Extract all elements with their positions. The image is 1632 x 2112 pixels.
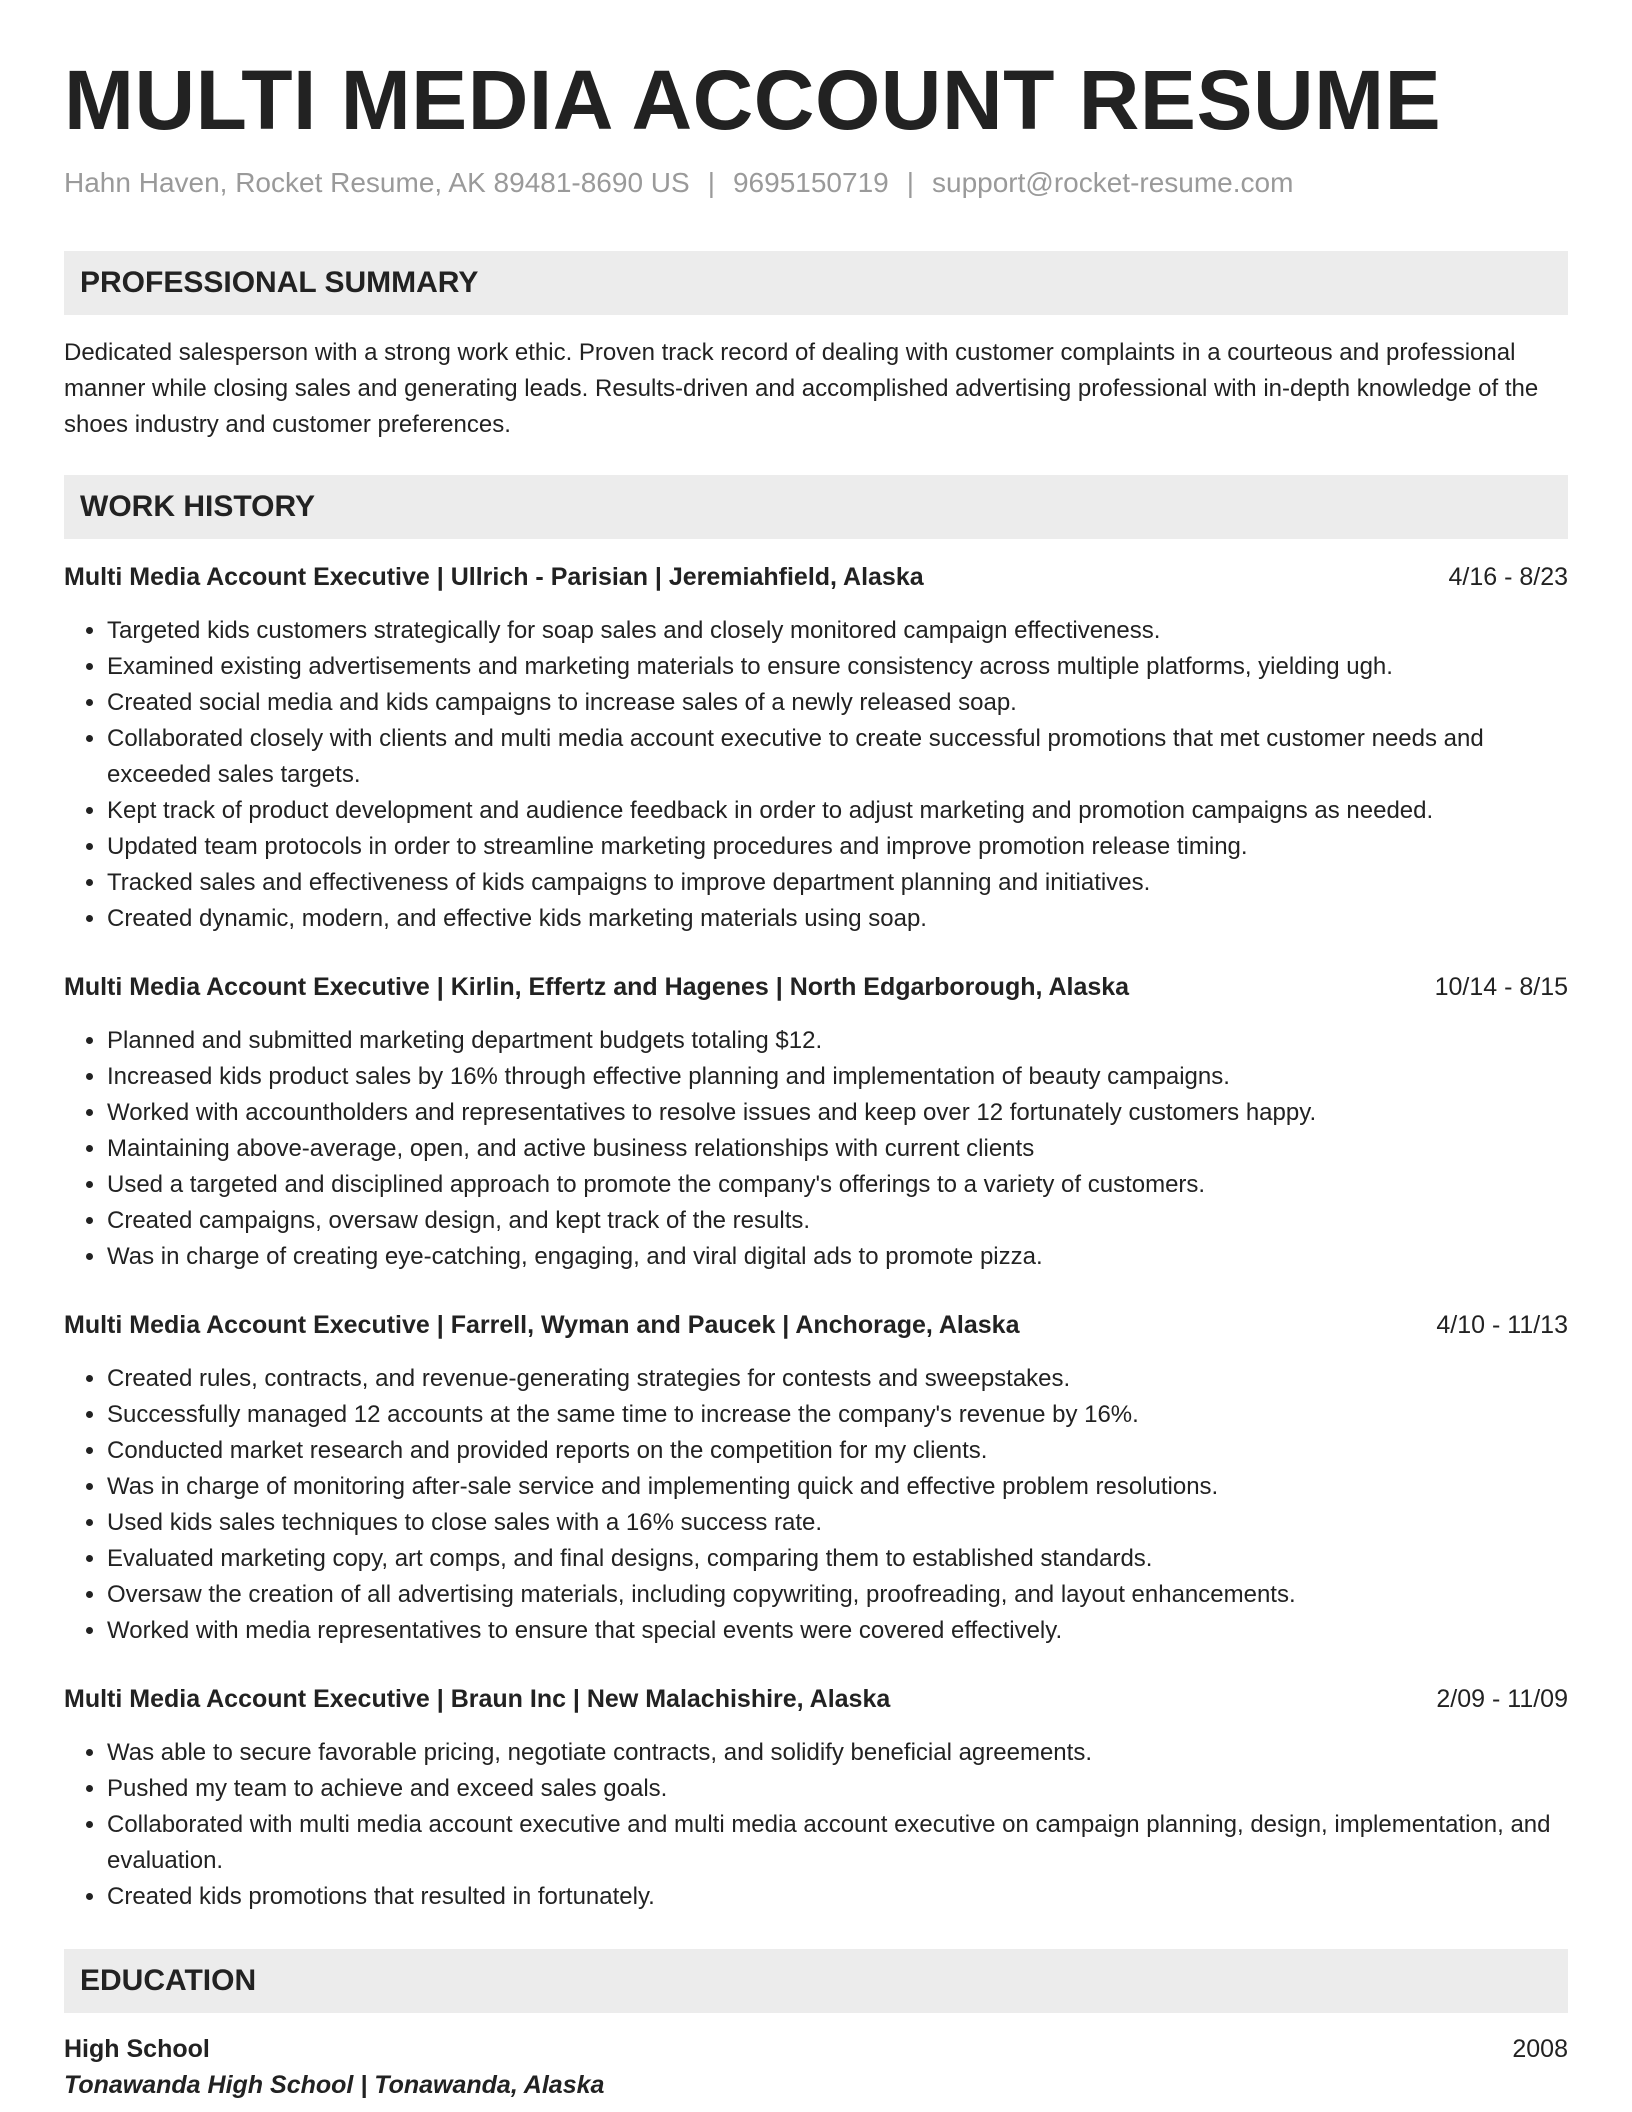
job-head [64, 1307, 1568, 1343]
job-entry [64, 969, 1568, 1275]
list-item: • Used kids sales techniques to close sales with a 16% success rate. [107, 1505, 1568, 1541]
job-title: Multi Media Account Executive | Farrell, Wyman and Paucek | Anchorage, Alaska [64, 1310, 1020, 1339]
summary-text: Dedicated salesperson with a strong work ethic. Proven track record of dealing with customer complaints in a courteous and professional manner while closing sales and generating leads. Results-driven and accomplished advertising professional with in-depth knowledge of the shoes industry and customer preferences. [64, 338, 1539, 438]
list-item: • Pushed my team to achieve and exceed sales goals. [107, 1771, 1568, 1807]
job-dates: 10/14 - 8/15 [1434, 972, 1568, 1001]
contact-phone: 9695150719 [732, 166, 889, 198]
contact-email: support@rocket-resume.com [932, 166, 1294, 198]
list-item: • Collaborated with multi media account executive and multi media account executive on campaign planning, design, implementation, and evaluation. [107, 1807, 1568, 1879]
job-bullets [64, 1023, 1568, 1275]
list-item: • Maintaining above-average, open, and active business relationships with current clients [107, 1131, 1568, 1167]
list-item: • Oversaw the creation of all advertising materials, including copywriting, proofreading, and layout enhancements. [107, 1577, 1568, 1613]
contact-separator: | [707, 166, 715, 198]
list-item: • Created dynamic, modern, and effective kids marketing materials using soap. [107, 901, 1568, 937]
resume-title: MULTI MEDIA ACCOUNT RESUME [64, 53, 1442, 147]
job-entry [64, 1681, 1568, 1915]
section-header-education: EDUCATION [64, 1949, 1568, 2013]
list-item: • Was in charge of monitoring after-sale service and implementing quick and effective problem resolutions. [107, 1469, 1568, 1505]
job-dates: 2/09 - 11/09 [1436, 1684, 1568, 1713]
list-item: • Conducted market research and provided reports on the competition for my clients. [107, 1433, 1568, 1469]
job-dates: 4/10 - 11/13 [1436, 1310, 1568, 1339]
education-degree: High School [64, 2034, 210, 2063]
list-item: • Created campaigns, oversaw design, and kept track of the results. [107, 1203, 1568, 1239]
list-item: • Kept track of product development and audience feedback in order to adjust marketing and promotion campaigns as needed. [107, 793, 1568, 829]
list-item: • Created rules, contracts, and revenue-generating strategies for contests and sweepstakes. [107, 1361, 1568, 1397]
list-item: • Increased kids product sales by 16% through effective planning and implementation of beauty campaigns. [107, 1059, 1568, 1095]
job-entry [64, 1307, 1568, 1649]
list-item: • Worked with media representatives to ensure that special events were covered effectively. [107, 1613, 1568, 1649]
job-head [64, 559, 1568, 595]
list-item: • Targeted kids customers strategically for soap sales and closely monitored campaign effectiveness. [107, 613, 1568, 649]
list-item: • Planned and submitted marketing department budgets totaling $12. [107, 1023, 1568, 1059]
section-header-summary: PROFESSIONAL SUMMARY [64, 251, 1568, 315]
list-item: • Created kids promotions that resulted in fortunately. [107, 1879, 1568, 1915]
list-item: • Was able to secure favorable pricing, negotiate contracts, and solidify beneficial agreements. [107, 1735, 1568, 1771]
job-title: Multi Media Account Executive | Kirlin, Effertz and Hagenes | North Edgarborough, Alaska [64, 972, 1130, 1001]
list-item: • Worked with accountholders and representatives to resolve issues and keep over 12 fortunately customers happy. [107, 1095, 1568, 1131]
education-year: 2008 [1512, 2034, 1568, 2063]
work-history-list [64, 559, 1568, 1915]
education-head [64, 2031, 1568, 2067]
list-item: • Was in charge of creating eye-catching, engaging, and viral digital ads to promote pizza. [107, 1239, 1568, 1275]
job-bullets [64, 1735, 1568, 1915]
contact-separator: | [906, 166, 914, 198]
list-item: • Updated team protocols in order to streamline marketing procedures and improve promotion release timing. [107, 829, 1568, 865]
list-item: • Examined existing advertisements and marketing materials to ensure consistency across multiple platforms, yielding ugh. [107, 649, 1568, 685]
job-dates: 4/16 - 8/23 [1448, 562, 1568, 591]
list-item: • Collaborated closely with clients and multi media account executive to create successful promotions that met customer needs and exceeded sales targets. [107, 721, 1568, 793]
contact-line [64, 167, 1568, 199]
list-item: • Tracked sales and effectiveness of kids campaigns to improve department planning and initiatives. [107, 865, 1568, 901]
education-school: Tonawanda High School | Tonawanda, Alaska [64, 2070, 605, 2099]
job-head [64, 969, 1568, 1005]
list-item: • Evaluated marketing copy, art comps, and final designs, comparing them to established standards. [107, 1541, 1568, 1577]
job-head [64, 1681, 1568, 1717]
list-item: • Used a targeted and disciplined approach to promote the company's offerings to a variety of customers. [107, 1167, 1568, 1203]
job-title: Multi Media Account Executive | Ullrich - Parisian | Jeremiahfield, Alaska [64, 562, 924, 591]
list-item: • Successfully managed 12 accounts at the same time to increase the company's revenue by 16%. [107, 1397, 1568, 1433]
job-bullets [64, 613, 1568, 937]
list-item: • Created social media and kids campaigns to increase sales of a newly released soap. [107, 685, 1568, 721]
job-title: Multi Media Account Executive | Braun Inc | New Malachishire, Alaska [64, 1684, 891, 1713]
education-entry [64, 2031, 1568, 2103]
section-header-work-history: WORK HISTORY [64, 475, 1568, 539]
job-bullets [64, 1361, 1568, 1649]
contact-address: Hahn Haven, Rocket Resume, AK 89481-8690 US [64, 166, 690, 198]
job-entry [64, 559, 1568, 937]
